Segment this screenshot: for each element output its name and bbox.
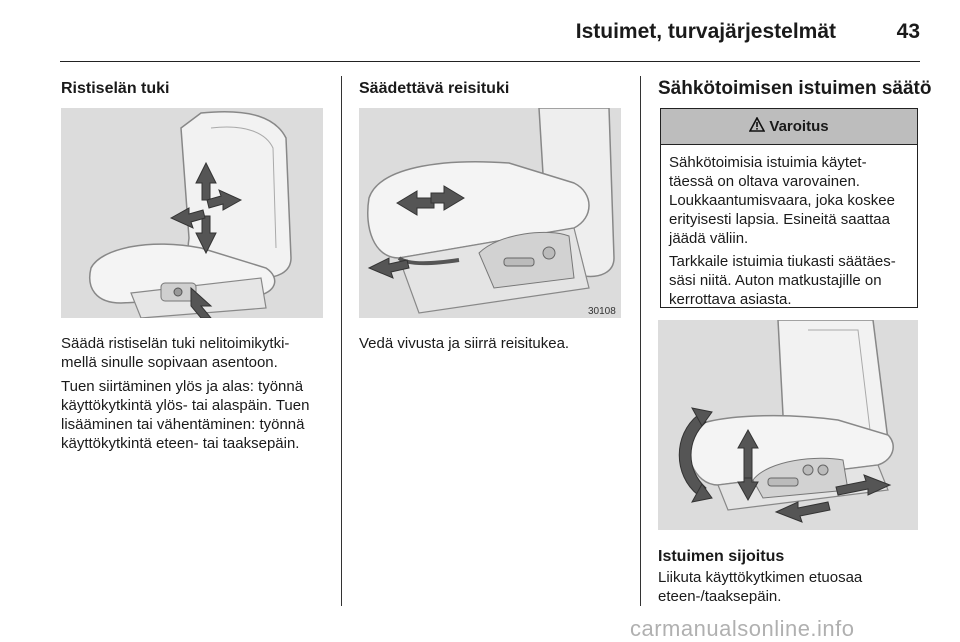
text-line: Liikuta käyttökytkimen etuosaa bbox=[658, 569, 863, 586]
text-line: erityisesti lapsia. Esineitä saattaa bbox=[669, 211, 890, 228]
warning-header bbox=[661, 109, 917, 145]
text-line: Tuen siirtäminen ylös ja alas: työnnä bbox=[61, 378, 304, 395]
text-line: käyttökytkintä eteen- tai taaksepäin. bbox=[61, 435, 300, 452]
subheading-seat-position: Istuimen sijoitus bbox=[658, 548, 785, 565]
text-line: Sähkötoimisia istuimia käytet- bbox=[669, 154, 867, 171]
thigh-seat-illustration bbox=[359, 108, 621, 318]
text-line: jäädä väliin. bbox=[669, 230, 749, 247]
lumbar-paragraph-1 bbox=[61, 334, 331, 372]
lumbar-seat-illustration bbox=[61, 108, 323, 318]
warning-title: Varoitus bbox=[769, 118, 829, 135]
section-heading-power-seat: Sähkötoimisen istuimen säätö bbox=[658, 78, 932, 99]
text-line: säsi niitä. Auton matkustajille on bbox=[669, 272, 882, 289]
power-seat-figure bbox=[658, 320, 918, 530]
text-line: Loukkaantumisvaara, joka koskee bbox=[669, 192, 895, 209]
figure-number: 30108 bbox=[588, 306, 616, 317]
thigh-support-figure bbox=[359, 108, 621, 318]
text-line: eteen-/taaksepäin. bbox=[658, 588, 782, 605]
thigh-paragraph: Vedä vivusta ja siirrä reisitukea. bbox=[359, 335, 570, 352]
watermark: carmanualsonline.info bbox=[630, 616, 855, 641]
text-line: käyttökytkintä ylös- tai alaspäin. Tuen bbox=[61, 397, 310, 414]
lumbar-paragraph-2 bbox=[61, 377, 336, 453]
warning-paragraph-1 bbox=[669, 153, 909, 248]
column-divider-1 bbox=[341, 76, 342, 606]
warning-body bbox=[661, 145, 917, 309]
column-divider-2 bbox=[640, 76, 641, 606]
lumbar-support-figure bbox=[61, 108, 323, 318]
text-line: täessä on oltava varovainen. bbox=[669, 173, 860, 190]
section-heading-thigh: Säädettävä reisituki bbox=[359, 80, 510, 97]
seat-position-paragraph bbox=[658, 568, 918, 606]
text-line: Säädä ristiselän tuki nelitoimikytki- bbox=[61, 335, 290, 352]
text-line: kerrottava asiasta. bbox=[669, 291, 792, 308]
page-number: 43 bbox=[896, 20, 920, 43]
text-line: Tarkkaile istuimia tiukasti säätäes- bbox=[669, 253, 896, 270]
header-title: Istuimet, turvajärjestelmät bbox=[575, 20, 836, 43]
power-seat-illustration bbox=[658, 320, 918, 530]
section-heading-lumbar: Ristiselän tuki bbox=[61, 80, 170, 97]
page-header bbox=[60, 0, 920, 62]
warning-triangle-icon bbox=[749, 117, 765, 136]
warning-paragraph-2 bbox=[669, 252, 909, 309]
text-line: mellä sinulle sopivaan asentoon. bbox=[61, 354, 278, 371]
text-line: lisääminen tai vähentäminen: työnnä bbox=[61, 416, 305, 433]
warning-box bbox=[660, 108, 918, 308]
